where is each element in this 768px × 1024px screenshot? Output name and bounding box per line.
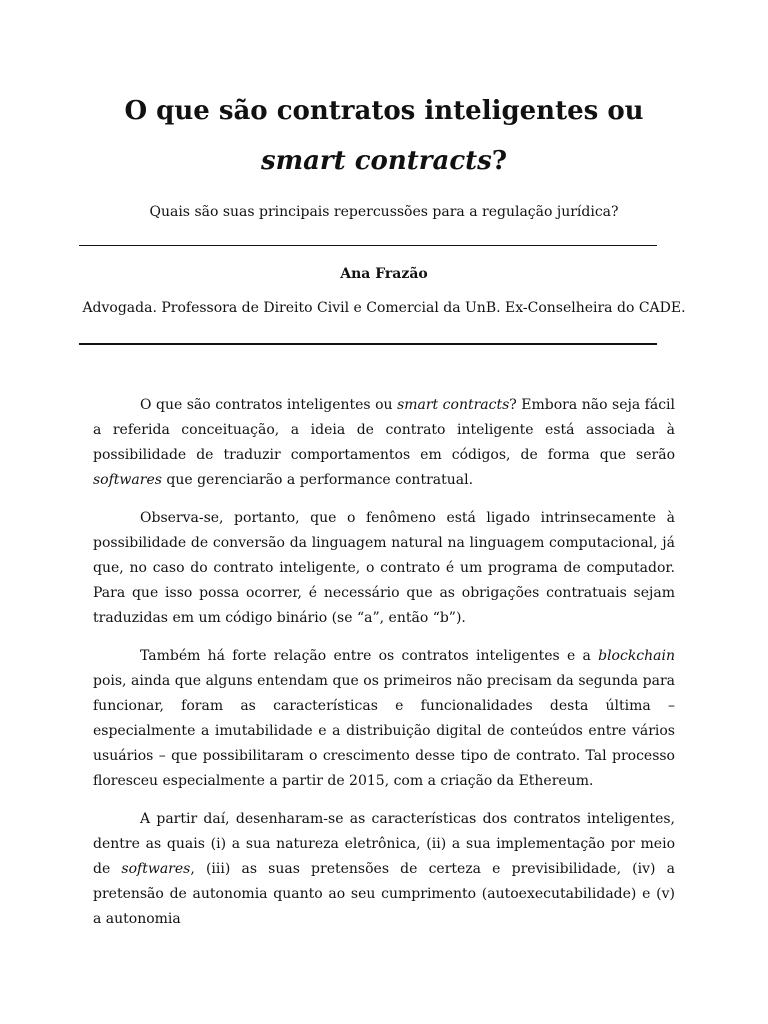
title-question-mark: ? — [491, 146, 508, 176]
italic-term: softwares — [121, 861, 191, 877]
document-title-line-2 — [40, 146, 728, 176]
article-body — [93, 393, 675, 945]
paragraph-text: que gerenciarão a performance contratual. — [161, 472, 474, 488]
paragraph-text: Também há forte relação entre os contratos inteligentes e a — [140, 648, 599, 664]
body-paragraph — [93, 644, 675, 794]
paragraph-text: pois, ainda que alguns entendam que os primeiros não precisam da segunda para funcionar, foram as características e funcionalidades desta última – especialmente a imutabilidade e a distribuição digital de conteúdos entre vários usuários – que possibilitaram o crescimento desse tipo de contrato. Tal processo floresceu especialmente a partir de 2015, com a criação da Ethereum. — [93, 673, 675, 789]
top-divider — [79, 245, 657, 246]
italic-term: blockchain — [598, 648, 675, 664]
author-name: Ana Frazão — [340, 266, 428, 282]
document-subtitle: Quais são suas principais repercussões para a regulação jurídica? — [149, 204, 619, 220]
body-paragraph — [93, 506, 675, 631]
paragraph-text: ? Embora não seja fácil a referida conceituação, a ideia de contrato inteligente está associada à possibilidade de traduzir comportamentos em códigos, de forma que serão — [93, 397, 675, 463]
italic-term: softwares — [93, 472, 162, 488]
italic-term: smart contracts — [397, 397, 510, 413]
bottom-divider — [79, 343, 657, 345]
paragraph-text: Observa-se, portanto, que o fenômeno está ligado intrinsecamente à possibilidade de conversão da linguagem natural na linguagem computacional, já que, no caso do contrato inteligente, o contrato é um programa de computador. Para que isso possa ocorrer, é necessário que as obrigações contratuais sejam traduzidas em um código binário (se “a”, então “b”). — [93, 510, 675, 626]
paragraph-text: A partir daí, desenharam-se as características dos contratos inteligentes, dentre as quais (i) a sua natureza eletrônica, (ii) a sua implementação por meio de — [93, 811, 675, 877]
document-title-line-1: O que são contratos inteligentes ou — [124, 96, 644, 126]
author-affiliation: Advogada. Professora de Direito Civil e Comercial da UnB. Ex-Conselheira do CADE. — [82, 300, 686, 316]
title-italic-term: smart contracts — [260, 146, 492, 176]
paragraph-text: O que são contratos inteligentes ou — [140, 397, 398, 413]
body-paragraph — [93, 807, 675, 932]
paragraph-text: , (iii) as suas pretensões de certeza e previsibilidade, (iv) a pretensão de autonomia quanto ao seu cumprimento (autoexecutabilidade) e (v) a autonomia — [93, 861, 675, 927]
body-paragraph — [93, 393, 675, 493]
